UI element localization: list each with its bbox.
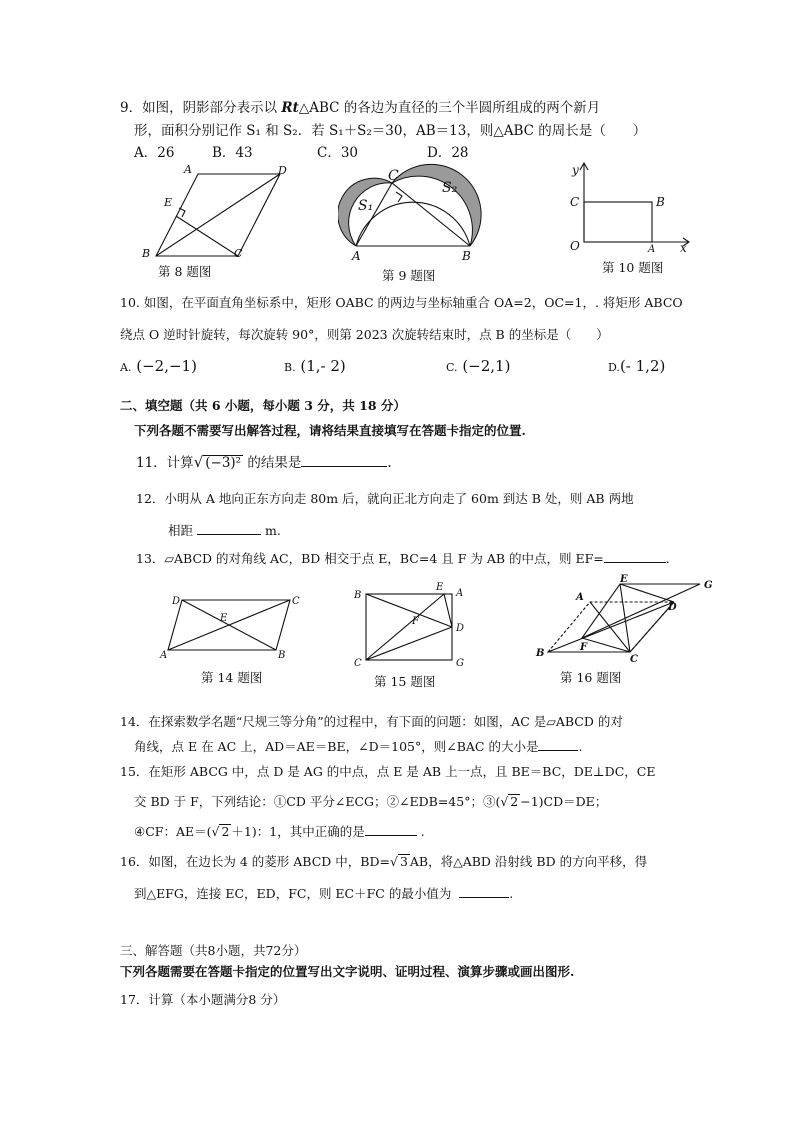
fig9-label-b: B — [462, 249, 471, 263]
section2-instruction: 下列各题不需要写出解答过程，请将结果直接填写在答题卡指定的位置. — [134, 423, 526, 438]
figure-8 — [138, 164, 298, 264]
fig9-label-c: C — [388, 168, 399, 184]
fig14-caption: 第 14 题图 — [201, 670, 263, 685]
fig10-rectangle — [584, 202, 652, 242]
section3-title: 三、解答题（共8小题，共72分） — [120, 943, 307, 958]
q9-line2: 形，面积分别记作 S₁ 和 S₂．若 S₁＋S₂＝30，AB＝13，则△ABC 的周长是（ ） — [134, 123, 647, 139]
fig16-segment-fc — [582, 638, 630, 652]
fig15-rectangle — [366, 594, 452, 660]
fig16-diagonal-bd — [548, 602, 674, 652]
fig16-label-b: B — [536, 648, 545, 659]
fig15-segment-bd — [366, 594, 452, 627]
fig8-label-c: C — [234, 247, 243, 260]
q10-option-b-letter: B. — [284, 361, 296, 374]
fig14-diagonal-bd — [182, 600, 276, 650]
fig9-right-angle-mark — [396, 192, 402, 202]
q15-answer-blank[interactable] — [365, 835, 417, 836]
q10-option-b-value: (1,- 2) — [300, 357, 346, 375]
fig8-label-e: E — [164, 196, 173, 209]
fig15-label-c: C — [354, 658, 362, 669]
fig15-label-d: D — [456, 623, 465, 634]
q13 — [136, 549, 670, 567]
q15-line3-a: ④CF：AE＝( — [134, 824, 212, 839]
fig14-label-c: C — [292, 596, 300, 607]
q9-option-b: B．43 — [212, 145, 253, 161]
fig15-label-a: A — [456, 588, 464, 599]
q10-line1: 10. 如图，在平面直角坐标系中，矩形 OABC 的两边与坐标轴重合 OA=2，OC=1，. 将矩形 ABCO — [120, 295, 683, 310]
q17: 17．计算（本小题满分8 分） — [120, 992, 286, 1007]
q15-line3: ④CF：AE＝(√ 2 ＋1)：1，其中正确的是 . — [134, 824, 425, 839]
q13-answer-blank[interactable] — [604, 562, 666, 563]
fig10-label-o: O — [570, 239, 580, 253]
q12-line2 — [168, 521, 281, 539]
q9-line1 — [120, 96, 600, 116]
q11: 11．计算√ (−3)² 的结果是 . — [136, 453, 392, 471]
fig16-label-a: A — [576, 592, 584, 603]
q15-line1: 15．在矩形 ABCG 中，点 D 是 AG 的中点，点 E 是 AB 上一点，且 BE＝BC，DE⊥DC，CE — [120, 764, 656, 779]
q13-text: 13．▱ABCD 的对角线 AC，BD 相交于点 E，BC=4 且 F 为 AB 的中点，则 EF= — [136, 551, 604, 566]
q15-line2: 交 BD 于 F，下列结论：①CD 平分∠ECG；②∠EDB=45°；③(√ 2 −1)CD＝DE； — [134, 794, 608, 809]
figure-10 — [562, 158, 694, 258]
q12-line1: 12．小明从 A 地向正东方向走 80m 后，就向正北方向走了 60m 到达 B 处，则 AB 两地 — [136, 491, 634, 506]
fig16-label-f: F — [580, 642, 588, 653]
q16-line1-b: AB，将△ABD 沿射线 BD 的方向平移，得 — [409, 854, 648, 869]
q10-option-a — [120, 357, 197, 375]
fig16-label-c: C — [630, 654, 638, 662]
q14-text: 角线，点 E 在 AC 上，AD＝AE＝BE，∠D＝105°，则∠BAC 的大小是 — [134, 739, 539, 754]
q11-end: . — [387, 455, 392, 471]
q9-option-d: D．28 — [427, 145, 469, 161]
q11-suffix: 的结果是 — [247, 455, 302, 471]
q14-line1: 14．在探索数学名题“尺规三等分角”的过程中，有下面的问题：如图，AC 是▱ABCD 的对 — [120, 714, 623, 729]
fig16-segment-ed — [620, 584, 674, 602]
q15-line3-end: . — [420, 824, 425, 839]
fig16-label-e: E — [620, 574, 628, 585]
fig10-label-a: A — [648, 244, 656, 255]
figure-14 — [156, 588, 308, 664]
q10-option-d-value: (- 1,2) — [619, 357, 666, 375]
q14-line2 — [134, 737, 582, 755]
q10-option-a-letter: A. — [120, 361, 132, 374]
q14-answer-blank[interactable] — [538, 750, 578, 751]
fig16-label-d: D — [668, 602, 677, 613]
fig8-label-a: A — [184, 164, 192, 176]
q9-option-a: A．26 — [134, 145, 175, 161]
fig15-caption: 第 15 题图 — [374, 674, 436, 689]
fig9-caption: 第 9 题图 — [382, 268, 436, 283]
fig14-label-a: A — [160, 650, 168, 661]
fig9-lune-s2 — [392, 164, 481, 246]
q9-rt: Rt — [281, 100, 299, 116]
figure-9 — [338, 162, 488, 266]
fig16-caption: 第 16 题图 — [560, 670, 622, 685]
fig8-label-d: D — [278, 164, 287, 177]
q11-prefix: 11．计算 — [136, 455, 194, 471]
fig15-segment-ed — [444, 594, 452, 627]
fig9-label-s1: S₁ — [358, 198, 374, 214]
q15-line3-b: ＋1)：1，其中正确的是 — [231, 824, 365, 839]
q15-line2-b: −1)CD＝DE； — [520, 794, 608, 809]
fig16-label-g: G — [704, 580, 713, 591]
q16-line1-a: 16．如图，在边长为 4 的菱形 ABCD 中，BD= — [120, 854, 390, 869]
q15-line2-sqrt: 2 — [510, 794, 519, 809]
fig15-label-f: F — [412, 616, 419, 627]
q16-line2 — [134, 884, 513, 902]
fig9-label-a: A — [352, 249, 361, 263]
fig10-label-c: C — [570, 195, 580, 209]
fig14-label-b: B — [278, 650, 286, 661]
section2-title: 二、填空题（共 6 小题，每小题 3 分，共 18 分） — [120, 398, 406, 413]
figure-15 — [350, 578, 474, 670]
q11-answer-blank[interactable] — [301, 466, 387, 467]
fig14-label-d: D — [172, 596, 181, 607]
q9-option-c: C．30 — [317, 145, 359, 161]
fig8-label-b: B — [142, 247, 151, 260]
q11-radicand: (−3)² — [205, 455, 242, 471]
q10-option-d — [608, 357, 665, 375]
fig14-label-e: E — [220, 613, 228, 624]
fig15-label-e: E — [436, 582, 444, 593]
q12-prefix: 相距 — [168, 523, 194, 538]
q14-end: . — [578, 739, 583, 754]
fig10-label-x: x — [680, 241, 687, 255]
q10-option-b — [284, 357, 346, 375]
fig15-segment-cd — [366, 627, 452, 660]
q9-prefix: 9．如图，阴影部分表示以 — [120, 100, 282, 116]
fig9-label-s2: S₂ — [442, 180, 458, 196]
figure-16 — [532, 572, 722, 662]
fig8-caption: 第 8 题图 — [158, 264, 212, 279]
q9-suffix: 的各边为直径的三个半圆所组成的两个新月 — [339, 100, 601, 116]
q16-end: . — [509, 886, 514, 901]
q10-option-a-value: (−2,−1) — [136, 357, 197, 375]
section3-instruction: 下列各题需要在答题卡指定的位置写出文字说明、证明过程、演算步骤或画出图形. — [120, 964, 575, 979]
fig15-label-b: B — [354, 590, 362, 601]
q16-line1-sqrt: 3 — [399, 854, 408, 869]
q10-option-d-letter: D. — [608, 361, 620, 374]
fig10-label-y: y — [572, 163, 579, 177]
q16-line1: 16．如图，在边长为 4 的菱形 ABCD 中，BD=√ 3 AB，将△ABD 沿射线 BD 的方向平移，得 — [120, 854, 648, 869]
q12-answer-blank[interactable] — [197, 534, 261, 535]
q10-option-c-value: (−2,1) — [462, 357, 511, 375]
q16-answer-blank[interactable] — [459, 897, 509, 898]
q12-suffix: m. — [264, 523, 281, 538]
fig10-caption: 第 10 题图 — [602, 260, 664, 275]
q13-end: . — [665, 551, 670, 566]
fig10-label-b: B — [656, 195, 665, 209]
q16-text: 到△EFG，连接 EC，ED，FC，则 EC＋FC 的最小值为 — [134, 886, 452, 901]
fig15-label-g: G — [456, 658, 464, 669]
q9-tri: △ABC — [298, 100, 340, 116]
q10-option-c-letter: C. — [446, 361, 458, 374]
fig15-segment-ce — [366, 594, 444, 660]
q15-line2-a: 交 BD 于 F，下列结论：①CD 平分∠ECG；②∠EDB=45°；③( — [134, 794, 501, 809]
fig16-triangle-efg — [582, 584, 700, 638]
q10-option-c — [446, 357, 510, 375]
q15-line3-sqrt: 2 — [221, 824, 230, 839]
q10-line2: 绕点 O 逆时针旋转，每次旋转 90°，则第 2023 次旋转结束时，点 B 的坐标是（ ） — [120, 327, 609, 342]
